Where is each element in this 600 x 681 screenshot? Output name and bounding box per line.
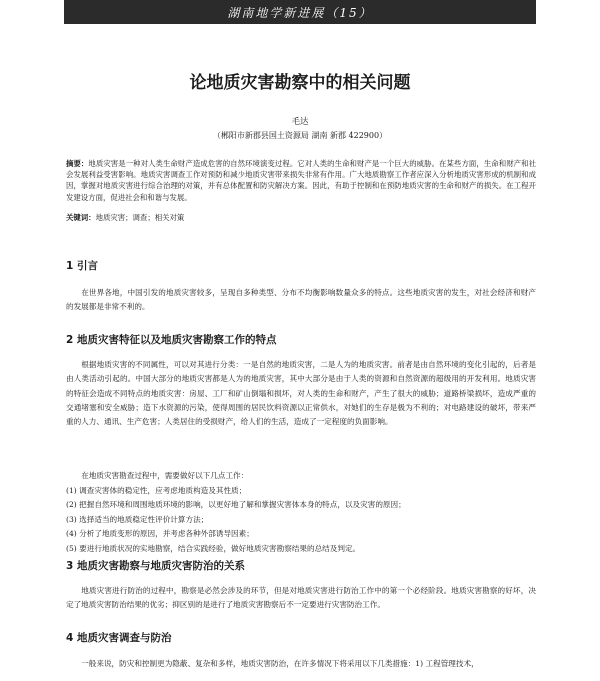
section-heading: 1 引言	[66, 260, 98, 272]
list-item: (5) 要进行地质状况的实地勘察，结合实践经验，做好地质灾害勘察结果的总结及判定。	[66, 543, 361, 553]
keywords	[66, 212, 536, 223]
list-item: (3) 选择适当的地质稳定性评价计算方法；	[66, 514, 209, 524]
section-heading: 2 地质灾害特征以及地质灾害勘察工作的特点	[66, 334, 277, 346]
author: 毛达	[291, 117, 309, 127]
paragraph: 在地质灾害勘查过程中，需要做好以下几点工作：	[81, 471, 249, 480]
abstract	[66, 158, 536, 203]
abstract-text: 地质灾害是一种对人类生命财产造成危害的自然环境演变过程。它对人类的生命和财产是一个巨大的威胁。在某些方面，生命和财产和社会发展利益受害影响。地质灾害调查工作对预防和减少地质灾害带来损失非常有作用。广大地质勘察工作者应深入分析地质灾害形成的机制和成因，掌握对地质灾害进行综合治理的对策，并有总体配置和防灾解决方案。因此，有助于控制和在预防地质灾害的生命和财产的损失。在工程开发建设方面，促进社会和和谐与发展。	[66, 159, 536, 202]
paragraph: 根据地质灾害的不同属性，可以对其进行分类：一是自然的地质灾害，二是人为的地质灾害。前者是由自然环境的变化引起的，后者是由人类活动引起的。中国大部分的地质灾害都是人为的地质灾害，其中大部分是由于人类的资源和自然资源的超级用的开发利用。地质灾害的特征会造成不同特点的地质灾害：房屋、工厂和矿山倒塌和损坏，对人类的生命和财产，产生了很大的威胁；道路桥梁损坏，造成严重的交通堵塞和安全威胁；造下水资源的污染，使得周围的居民饮料资源以正常供水，对她们的生存是极为不利的；对电路建设的破坏，带来严重的人力、通讯、生产危害；人类居住的受损财产，给人们的生活，造成了一定程度的负面影响。	[66, 360, 536, 427]
affiliation: （郴阳市新郡县国土资源局 湖南 新郡 422900）	[212, 131, 388, 140]
paragraph: 在世界各地，中国引发的地质灾害较多，呈现自多种类型、分布不均衡影响数量众多的特点。这些地质灾害的发生，对社会经济和财产的发展都是非常不利的。	[66, 288, 536, 312]
list-item: (2) 把握自然环境和周围地质环境的影响，以更好地了解和掌握灾害体本身的特点，以及灾害的原因；	[66, 500, 406, 510]
paragraph: 一般来说，防灾和控制更为隐蔽、复杂和多样，地质灾害防治，在许多情况下将采用以下几类措施：1) 工程管理技术，	[81, 659, 479, 668]
abstract-label: 摘要：	[66, 159, 89, 168]
list-item: (4) 分析了地质变形的原因，并考虑各种外部诱导因素；	[66, 529, 254, 539]
journal-header-text: 湖南地学新进展（15）	[227, 5, 373, 20]
paragraph: 地质灾害进行防治的过程中，勘察是必然会涉及的环节，但是对地质灾害进行防治工作中的第一个必经阶段。地质灾害勘察的好坏，决定了地质灾害防治结果的优劣；抑区别的是进行了地质灾害勘察后不一定要进行灾害防治工作。	[66, 586, 536, 610]
list-item: (1) 调查灾害体的稳定性，应考虑地质构造及其性质；	[66, 486, 247, 495]
survey-task-list	[66, 484, 536, 556]
section-heading: 3 地质灾害勘察与地质灾害防治的关系	[66, 560, 245, 572]
keywords-label: 关键词：	[66, 213, 96, 222]
section-heading: 4 地质灾害调查与防治	[66, 632, 172, 644]
article-title: 论地质灾害勘察中的相关问题	[189, 73, 411, 93]
keywords-text: 地质灾害；调查；相关对策	[95, 213, 185, 222]
journal-header	[64, 0, 536, 24]
